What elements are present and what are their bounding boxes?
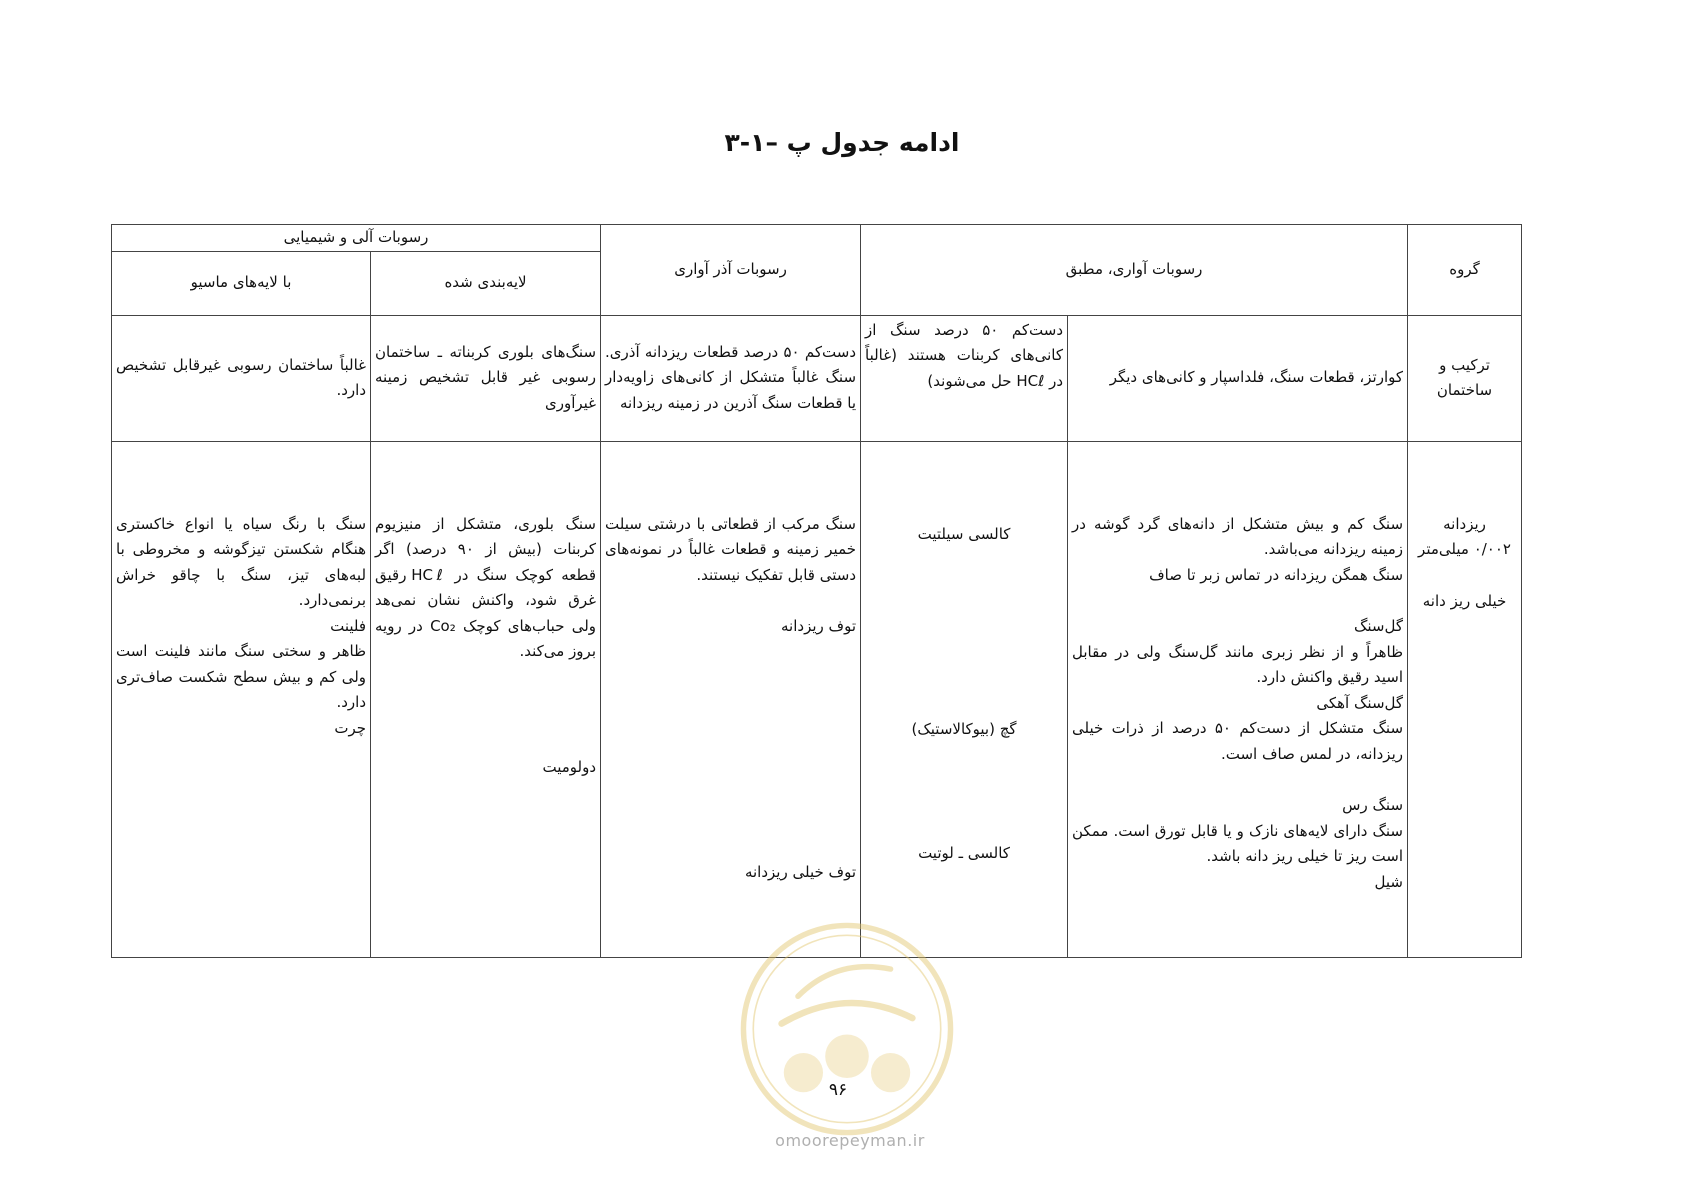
watermark-logo [738, 920, 956, 1138]
group-very-fine-label: خیلی ریز دانه [1422, 591, 1507, 610]
row1-layered: سنگ‌های بلوری کربناته ـ ساختمان رسوبی غیر قابل تشخیص زمینه غیرآوری [371, 315, 601, 441]
row2-carbonate [861, 441, 1068, 957]
clastic-desc-2: سنگ همگن ریزدانه در تماس زبر تا صاف [1149, 565, 1404, 584]
clastic-desc-4: سنگ متشکل از دست‌کم ۵۰ درصد از ذرات خیلی ریزدانه، در لمس صاف است. [1072, 719, 1404, 763]
header-pyroclastic: رسوبات آذر آواری [601, 225, 861, 316]
watermark-site: omoorepeyman.ir [775, 1131, 925, 1150]
pyro-desc-1: سنگ مرکب از قطعاتی با درشتی سیلت خمیر زمینه و قطعات غالباً در نمونه‌های دستی قابل تفکیک نیستند. [605, 514, 857, 584]
row2-group [1408, 441, 1522, 957]
group-fine-label: ریزدانه [1443, 514, 1486, 533]
row1-massive: غالباً ساختمان رسوبی غیرقابل تشخیص دارد. [112, 315, 371, 441]
group-size-label: ۰/۰۰۲ میلی‌متر [1418, 540, 1511, 558]
header-layered: لایه‌بندی شده [371, 251, 601, 315]
carb-name-calcilutite: کالسی ـ لوتیت [918, 843, 1010, 862]
massive-name-flint: فلینت [330, 616, 367, 635]
clastic-desc-1: سنگ کم و بیش متشکل از دانه‌های گرد گوشه در زمینه ریزدانه می‌باشد. [1072, 514, 1404, 558]
clastic-name-mudstone: گل‌سنگ [1353, 617, 1404, 635]
pyro-name-very-fine-tuff: توف خیلی ریزدانه [744, 862, 857, 881]
page-title: ادامه جدول پ –۱-۳ [724, 128, 960, 157]
clastic-desc-5: سنگ دارای لایه‌های نازک و یا قابل تورق است. ممکن است ریز تا خیلی ریز دانه باشد. [1072, 821, 1404, 865]
layered-desc-1: سنگ بلوری، متشکل از منیزیوم کربنات (بیش از ۹۰ درصد) اگر قطعه کوچک سنگ در HCℓ رقیق غرق شود، واکنش نشان نمی‌هد ولی حباب‌های کوچک Co₂ در رویه بروز می‌کند. [375, 514, 597, 660]
massive-desc-1: سنگ با رنگ سیاه یا انواع خاکستری هنگام شکستن تیزگوشه و مخروطی با لبه‌های تیز، سنگ با چاقو خراش برنمی‌دارد. [116, 514, 367, 609]
row1-pyroclastic: دست‌کم ۵۰ درصد قطعات ریزدانه آذری. سنگ غالباً متشکل از کانی‌های زاویه‌دار یا قطعات سنگ آذرین در زمینه ریزدانه [601, 315, 861, 441]
header-massive: با لایه‌های ماسیو [112, 251, 371, 315]
row2-pyroclastic [601, 441, 861, 957]
page-number: ۹۶ [828, 1080, 848, 1100]
row2-layered [371, 441, 601, 957]
header-clastic: رسوبات آواری، مطبق [861, 225, 1408, 316]
massive-desc-2: ظاهر و سختی سنگ مانند فلینت است ولی کم و بیش سطح شکست صاف‌تری دارد. [116, 642, 367, 711]
clastic-name-shale: شیل [1374, 872, 1404, 891]
rock-classification-table [111, 224, 1522, 958]
clastic-desc-3: ظاهراً و از نظر زبری مانند گل‌سنگ ولی در مقابل اسید رقیق واکنش دارد. [1072, 642, 1404, 686]
row1-clastic-carbonate: دست‌کم ۵۰ درصد سنگ از کانی‌های کربنات هستند (غالباً در HCℓ حل می‌شوند) [861, 315, 1068, 441]
layered-name-dolomite: دولومیت [542, 757, 597, 776]
row1-clastic-main: کوارتز، قطعات سنگ، فلداسپار و کانی‌های دیگر [1068, 315, 1408, 441]
carb-name-calcisiltite: کالسی سیلتیت [917, 524, 1011, 543]
row2-clastic [1068, 441, 1408, 957]
massive-name-chert: چرت [334, 718, 367, 737]
row2-massive [112, 441, 371, 957]
clastic-name-claystone: سنگ رس [1342, 796, 1404, 814]
header-group: گروه [1408, 225, 1522, 316]
pyro-name-fine-tuff: توف ریزدانه [781, 617, 857, 635]
row1-group: ترکیب و ساختمان [1408, 315, 1522, 441]
carb-name-chalk: گچ (بیوکالاستیک) [911, 720, 1017, 738]
clastic-name-calc-mudstone: گل‌سنگ آهکی [1316, 693, 1404, 712]
header-chemical: رسوبات آلی و شیمیایی [112, 225, 601, 252]
